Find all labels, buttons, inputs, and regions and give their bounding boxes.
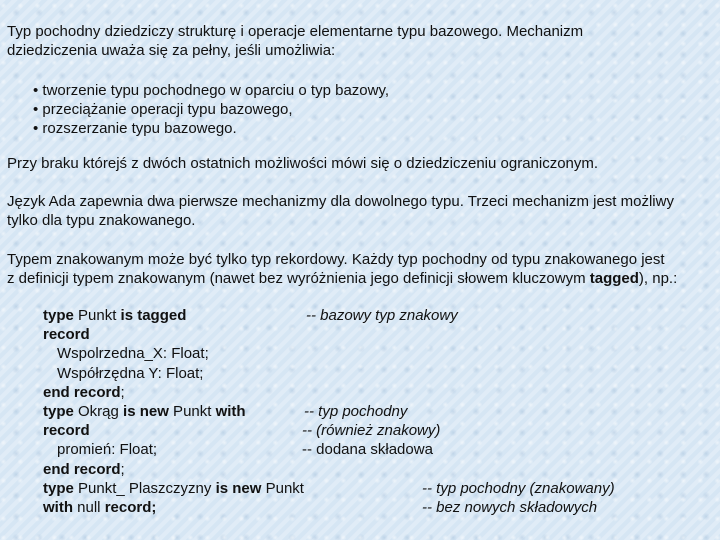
code-line-4 — [43, 364, 304, 383]
code-comment: -- bazowy typ znakowy — [306, 307, 458, 324]
list-item: • przeciążanie operacji typu bazowego, — [33, 101, 293, 118]
code-line-11 — [43, 498, 598, 517]
code-text: promień: Float; — [57, 441, 158, 459]
para1-line2: dziedziczenia uważa się za pełny, jeśli umożliwia: — [7, 42, 336, 59]
para4-line1: Typem znakowanym może być tylko typ rekordowy. Każdy typ pochodny od typu znakowanego jest — [7, 251, 665, 268]
code-keyword: with — [43, 498, 73, 516]
code-keyword: with — [215, 402, 246, 420]
code-keyword: type — [43, 402, 74, 420]
code-comment: -- bez nowych składowych — [422, 498, 598, 516]
code-keyword: type — [43, 479, 74, 497]
keyword-tagged: tagged — [589, 270, 639, 287]
para4-line2-suffix: ), np.: — [638, 270, 678, 287]
code-keyword: end record — [43, 460, 121, 478]
para3-line1: Język Ada zapewnia dwa pierwsze mechanizmy dla dowolnego typu. Trzeci mechanizm jest możliwy — [7, 193, 674, 210]
code-text: ; — [120, 383, 125, 401]
para4-line2-prefix: z definicji typem znakowanym (nawet bez wyróżnienia jego definicji słowem kluczowym — [7, 270, 590, 287]
list-item: • tworzenie typu pochodnego w oparciu o typ bazowy, — [33, 82, 390, 99]
code-keyword: is new — [123, 402, 169, 420]
code-text: Punkt_ Plaszczyzny — [73, 479, 216, 497]
code-keyword: is — [215, 479, 229, 497]
code-line-3 — [43, 344, 304, 363]
code-keyword: type — [43, 307, 74, 324]
code-comment: -- typ pochodny (znakowany) — [422, 479, 615, 497]
code-line-9 — [43, 460, 304, 479]
code-keyword: is tagged — [120, 307, 187, 324]
code-text: Punkt — [168, 402, 216, 420]
code-text: ; — [120, 460, 125, 478]
code-line-7 — [43, 421, 441, 440]
code-text: Okrąg — [73, 402, 124, 420]
code-line-5 — [43, 383, 304, 402]
code-text: Punkt — [73, 307, 121, 324]
code-text: null — [73, 498, 105, 516]
code-text: Punkt — [261, 479, 304, 497]
code-line-6 — [43, 402, 408, 421]
code-comment: -- typ pochodny — [304, 402, 408, 420]
code-comment: -- dodana składowa — [302, 441, 433, 459]
code-line-1 — [43, 306, 458, 325]
code-line-10 — [43, 479, 615, 498]
code-text: Wspolrzedna_X: Float; — [57, 345, 209, 363]
bullet-list — [33, 81, 389, 138]
list-item: • rozszerzanie typu bazowego. — [33, 120, 237, 137]
para4-line2 — [7, 269, 677, 288]
code-keyword: end record — [43, 383, 121, 401]
code-line-8 — [43, 440, 433, 459]
code-keyword: record — [43, 326, 90, 344]
code-text: Współrzędna Y: Float; — [57, 364, 204, 382]
code-keyword: new — [232, 479, 262, 497]
code-keyword: record; — [104, 498, 157, 516]
code-comment: -- (również znakowy) — [302, 422, 441, 440]
para2: Przy braku którejś z dwóch ostatnich możliwości mówi się o dziedziczeniu ograniczonym. — [7, 155, 599, 172]
code-block — [43, 306, 615, 517]
code-keyword: record — [43, 422, 90, 440]
code-line-2 — [43, 325, 304, 344]
para1-line1: Typ pochodny dziedziczy strukturę i operacje elementarne typu bazowego. Mechanizm — [7, 23, 584, 40]
para3-line2: tylko dla typu znakowanego. — [7, 212, 196, 229]
